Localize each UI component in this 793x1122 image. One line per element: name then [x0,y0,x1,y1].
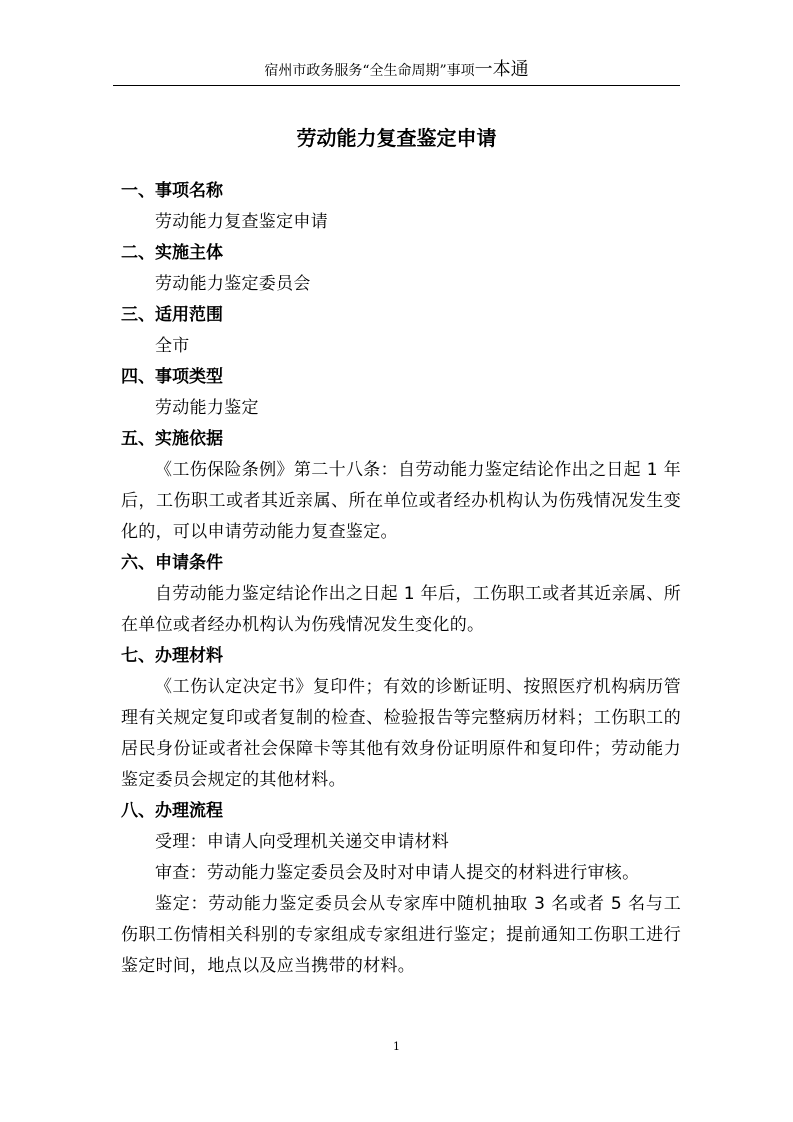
section-heading: 七、办理材料 [121,646,223,666]
section-scope [121,300,681,362]
document-title: 劳动能力复查鉴定申请 [296,126,497,150]
header-prefix: 宿州市政务服务“全生命周期”事项 [264,63,475,79]
section-process [121,796,681,982]
section-conditions [121,548,681,641]
section-heading: 二、实施主体 [121,243,223,263]
section-heading: 五、实施依据 [121,429,223,449]
document-body [121,176,681,982]
section-paragraph: 受理：申请人向受理机关递交申请材料 [155,832,450,852]
section-legal-basis [121,424,681,548]
section-heading: 六、申请条件 [121,553,223,573]
section-paragraph: 鉴定：劳动能力鉴定委员会从专家库中随机抽取 3 名或者 5 名与工伤职工伤情相关科别的专家组成专家组进行鉴定；提前通知工伤职工进行鉴定时间，地点以及应当携带的材料。 [121,894,681,976]
header-rule [113,85,680,86]
section-materials [121,641,681,796]
section-paragraph: 审查：劳动能力鉴定委员会及时对申请人提交的材料进行审核。 [155,863,640,883]
section-paragraph: 《工伤认定决定书》复印件；有效的诊断证明、按照医疗机构病历管理有关规定复印或者复制的检查、检验报告等完整病历材料；工伤职工的居民身份证或者社会保障卡等其他有效身份证明原件和复印件；劳动能力鉴定委员会规定的其他材料。 [121,677,681,790]
header-suffix: 一本通 [474,59,529,80]
section-heading: 三、适用范围 [121,305,223,325]
running-header [0,60,793,81]
section-paragraph: 劳动能力鉴定委员会 [155,274,311,294]
section-heading: 一、事项名称 [121,181,223,201]
section-heading: 八、办理流程 [121,801,223,821]
page-number: 1 [393,1040,400,1053]
section-paragraph: 自劳动能力鉴定结论作出之日起 1 年后，工伤职工或者其近亲属、所在单位或者经办机构认为伤残情况发生变化的。 [121,584,681,635]
section-implementing-body [121,238,681,300]
section-paragraph: 全市 [155,336,190,356]
section-paragraph: 《工伤保险条例》第二十八条：自劳动能力鉴定结论作出之日起 1 年后，工伤职工或者其近亲属、所在单位或者经办机构认为伤残情况发生变化的，可以申请劳动能力复查鉴定。 [121,460,681,542]
section-heading: 四、事项类型 [121,367,223,387]
section-item-name [121,176,681,238]
section-paragraph: 劳动能力复查鉴定申请 [155,212,328,232]
section-paragraph: 劳动能力鉴定 [155,398,259,418]
section-item-type [121,362,681,424]
